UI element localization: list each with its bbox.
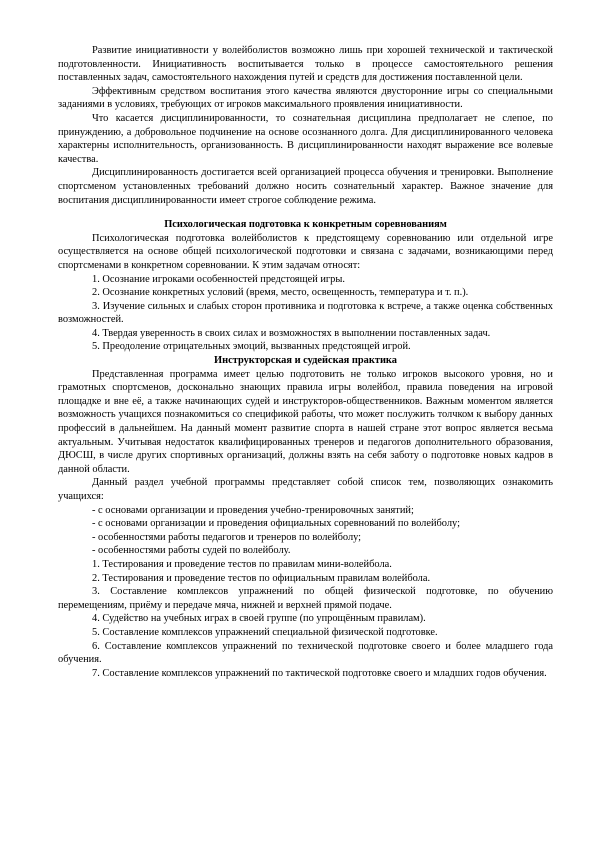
section-heading-instructor: Инструкторская и судейская практика (214, 355, 397, 367)
list-item: 4. Твердая уверенность в своих силах и возможностях в выполнении поставленных задач. (92, 327, 491, 339)
paragraph-initiative: Развитие инициативности у волейболистов возможно лишь при хорошей технической и тактической подготовленности. Инициативность воспитывается только в процессе самостоятельного решения поставленных задач, самостоятельного нахождения путей и средств для достижения поставленной цели. (58, 45, 553, 84)
paragraph-two-sided-games: Эффективным средством воспитания этого качества являются двусторонние игры со специальными заданиями в условиях, требующих от игроков максимального проявления инициативности. (58, 85, 553, 111)
list-item: - с основами организации и проведения официальных соревнований по волейболу; (92, 518, 460, 530)
list-item: 2. Осознание конкретных условий (время, место, освещенность, температура и т. п.). (92, 287, 469, 299)
paragraph-discipline-training: Дисциплинированность достигается всей организацией процесса обучения и тренировки. Выполнение спортсменом установленных требований должно носить сознательный характер. Важное значение для воспитания дисциплинированности имеет строгое соблюдение режима. (58, 167, 553, 206)
list-item: 5. Составление комплексов упражнений специальной физической подготовке. (92, 626, 438, 638)
list-item: 3. Составление комплексов упражнений по общей физической подготовке, по обучению перемещениям, приёму и передаче мяча, нижней и верхней прямой подаче. (58, 586, 553, 611)
list-item: 2. Тестирования и проведение тестов по официальным правилам волейбола. (92, 572, 431, 584)
paragraph-psych-intro: Психологическая подготовка волейболистов к предстоящему соревнованию или отдельной игре осуществляется на основе общей психологической подготовки и связана с задачами, возникающими перед спортсменами в конкретном соревновании. К этим задачам относят: (58, 232, 553, 271)
section-heading-psychological: Психологическая подготовка к конкретным соревнованиям (164, 219, 447, 231)
document-body (58, 44, 553, 680)
paragraph-program-goal: Представленная программа имеет целью подготовить не только игроков высокого уровня, но и грамотных спортсменов, досконально знающих правила игры волейбол, правила поведения на игровой площадке и вне её, а также начинающих судей и инструкторов-общественников. Важным моментом является возможность учащихся познакомиться со спецификой работы, что может послужить толчком к выбору данных профессий в дальнейшем. На данный момент развитие спорта в нашей стране этот вопрос является весьма актуальным. Учитывая недостаток квалифицированных тренеров и педагогов дополнительного образования, ДЮСШ, в числе других спортивных организаций, должны взять на себя заботу о подготовке новых кадров в данной области. (58, 368, 553, 475)
list-item: - особенностями работы судей по волейболу. (92, 545, 291, 557)
list-item: - особенностями работы педагогов и тренеров по волейболу; (92, 531, 362, 543)
list-item: 1. Тестирования и проведение тестов по правилам мини-волейбола. (92, 558, 392, 570)
list-item: 7. Составление комплексов упражнений по тактической подготовке своего и младших годов обучения. (92, 667, 547, 679)
list-item: 5. Преодоление отрицательных эмоций, вызванных предстоящей игрой. (92, 341, 411, 353)
list-item: 6. Составление комплексов упражнений по технической подготовке своего и более младшего года обучения. (58, 640, 553, 666)
list-item: 3. Изучение сильных и слабых сторон противника и подготовка к встрече, а также оценка собственных возможностей. (58, 300, 553, 326)
list-item: - с основами организации и проведения учебно-тренировочных занятий; (92, 504, 414, 516)
list-item: 4. Судейство на учебных играх в своей группе (по упрощённым правилам). (92, 613, 426, 625)
list-item: 1. Осознание игроками особенностей предстоящей игры. (92, 273, 345, 285)
section-gap (58, 207, 553, 218)
paragraph-section-topics: Данный раздел учебной программы представляет собой список тем, позволяющих ознакомить учащихся: (58, 477, 553, 502)
paragraph-discipline: Что касается дисциплинированности, то сознательная дисциплина предполагает не слепое, по принуждению, а добровольное подчинение на основе осознанного долга. Для дисциплинированного человека характерны исполнительность, организованность. В дисциплинированности находят выражение все волевые качества. (58, 112, 553, 165)
